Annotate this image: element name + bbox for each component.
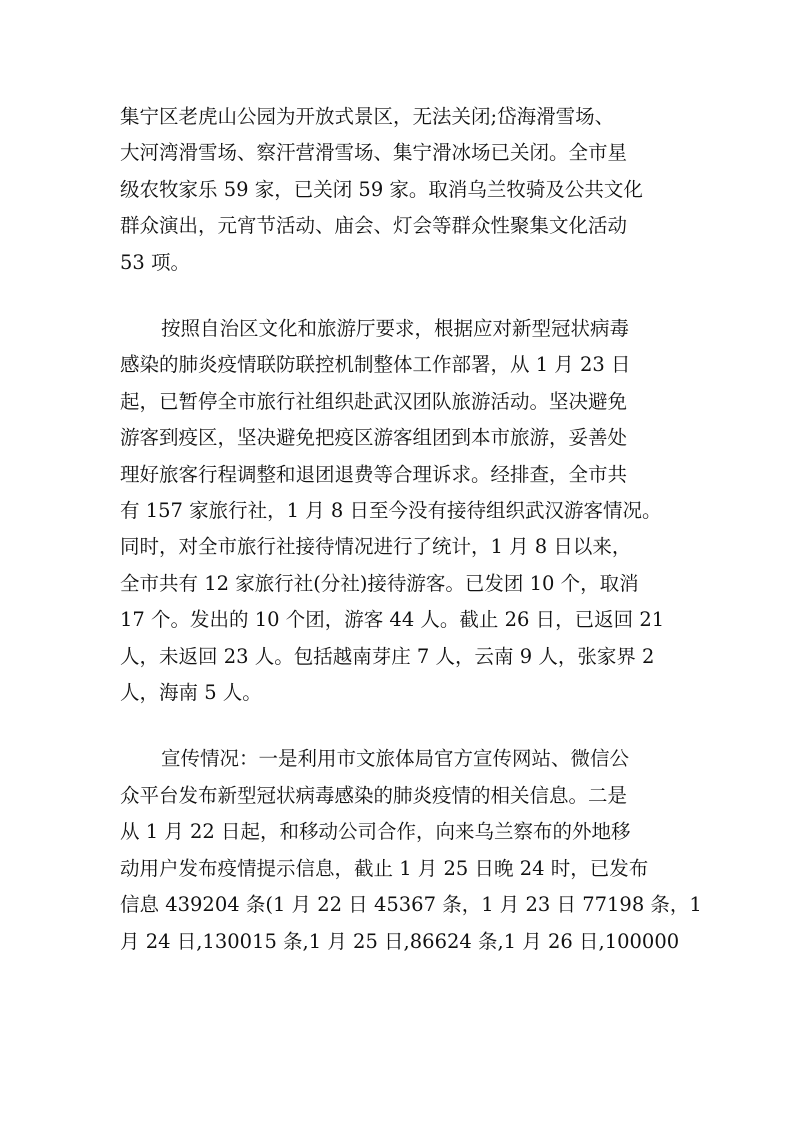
text-line: 同时，对全市旅行社接待情况进行了统计，1 月 8 日以来， [120,535,632,558]
paragraph-first-line: 按照自治区文化和旅游厅要求，根据应对新型冠状病毒 [161,317,630,340]
text-line: 人，未返回 23 人。包括越南芽庄 7 人，云南 9 人，张家界 2 [120,645,655,668]
text-line: 17 个。发出的 10 个团，游客 44 人。截止 26 日，已返回 21 [120,608,665,631]
text-line: 级农牧家乐 59 家，已关闭 59 家。取消乌兰牧骑及公共文化 [120,178,643,201]
text-line: 53 项。 [120,251,191,274]
text-line: 起，已暂停全市旅行社组织赴武汉团队旅游活动。坚决避免 [120,390,628,413]
text-line: 游客到疫区，坚决避免把疫区游客组团到本市旅游，妥善处 [120,426,628,449]
text-line: 理好旅客行程调整和退团退费等合理诉求。经排查，全市共 [120,463,628,486]
text-line: 全市共有 12 家旅行社(分社)接待游客。已发团 10 个，取消 [120,572,639,595]
text-line: 信息 439204 条(1 月 22 日 45367 条，1 月 23 日 77198 条，1 [120,893,702,916]
text-line: 感染的肺炎疫情联防联控机制整体工作部署，从 1 月 23 日 [120,353,631,376]
text-line: 人，海南 5 人。 [120,681,262,704]
text-line: 群众演出，元宵节活动、庙会、灯会等群众性聚集文化活动 [120,214,628,237]
text-line: 集宁区老虎山公园为开放式景区，无法关闭;岱海滑雪场、 [120,105,615,128]
text-line: 大河湾滑雪场、察汗营滑雪场、集宁滑冰场已关闭。全市星 [120,141,628,164]
text-line: 众平台发布新型冠状病毒感染的肺炎疫情的相关信息。二是 [120,784,628,807]
text-line: 动用户发布疫情提示信息，截止 1 月 25 日晚 24 时，已发布 [120,857,649,880]
paragraph-first-line: 宣传情况：一是利用市文旅体局官方宣传网站、微信公 [161,747,630,770]
text-line: 月 24 日,130015 条,1 月 25 日,86624 条,1 月 26 日,100000 [120,930,680,953]
text-line: 有 157 家旅行社，1 月 8 日至今没有接待组织武汉游客情况。 [120,499,662,522]
text-line: 从 1 月 22 日起，和移动公司合作，向来乌兰察布的外地移 [120,820,631,843]
